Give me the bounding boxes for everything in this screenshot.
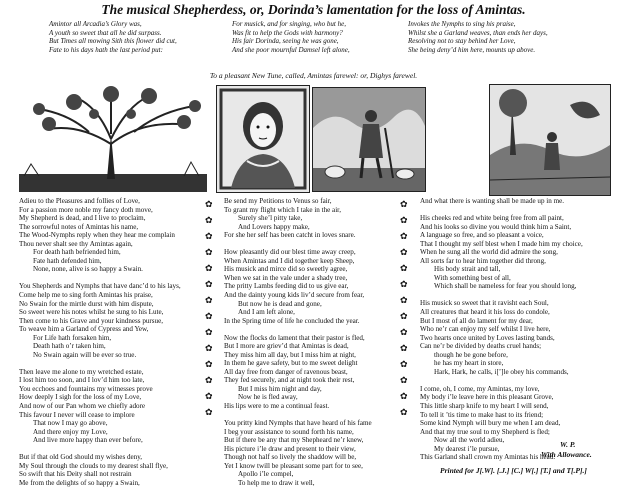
- verse-line: Adieu to the Pleasures and follies of Love,: [19, 197, 140, 205]
- fleuron-icon: ✿: [205, 311, 213, 321]
- intro-verse-1: [49, 20, 177, 54]
- intro-verse-2: [232, 20, 350, 54]
- tune-line: To a pleasant New Tune, called, Amintas farewel: or, Dighys farewel.: [209, 71, 418, 80]
- verse-line: All creatures that heard it his loss do condole,: [420, 308, 550, 317]
- verse-column-3: [420, 197, 583, 462]
- verse-line: His musick and mirce did so sweetly agree,: [224, 265, 348, 274]
- intro-line: Fate to his days hath the last period put:: [49, 45, 163, 54]
- verse-line: You ecchoes and fountains my witnesses prove: [19, 384, 153, 393]
- verse-line: His picture i’le draw and present to their view,: [224, 444, 356, 453]
- fleuron-icon: ✿: [205, 327, 213, 337]
- fleuron-icon: ✿: [205, 247, 213, 257]
- verse-line: This little sharp knife to my heart I will send,: [420, 401, 549, 410]
- verse-line: In them he gave safety, but to me sweet delight: [224, 359, 358, 368]
- verse-line: No Swain for the mirtle durst with him dispute,: [19, 299, 154, 308]
- verse-line: To tell it ’tis time to make hast to its friend;: [420, 410, 544, 419]
- verse-line: When Amintas and I did together keep Sheep,: [224, 256, 355, 265]
- verse-line: With something best of all,: [434, 273, 511, 282]
- fleuron-icon: ✿: [205, 295, 213, 305]
- verse-line: Then come to his Grave and your kindness pursue,: [19, 316, 164, 325]
- verse-line: This favour I never will cease to implore: [19, 410, 135, 419]
- verse-line: Now all the world adieu,: [434, 436, 505, 445]
- verse-line: I lost him too soon, and I lov’d him too late,: [19, 376, 145, 385]
- verse-line: Be send my Petitions to Venus so fair,: [224, 197, 332, 205]
- intro-verse-3: [408, 20, 548, 54]
- verse-line: The Wood-Nymphs reply when they hear me complain: [19, 231, 175, 240]
- verse-line: His body strait and tall,: [434, 265, 501, 274]
- verse-line: That I thought my self blest when I made him my choice,: [420, 239, 583, 248]
- fleuron-icon: ✿: [400, 391, 408, 401]
- intro-line: She being deny’d him here, mounts up above.: [408, 45, 536, 54]
- verse-line: Apollo i’le compel,: [238, 470, 294, 479]
- verse-line: Surely she’l pitty take,: [238, 214, 303, 223]
- verse-line: And there enjoy my Love,: [33, 427, 108, 436]
- fleuron-icon: ✿: [400, 295, 408, 305]
- verse-line: My Soul through the clouds to my dearest shall flye,: [19, 461, 168, 470]
- fleuron-icon: ✿: [400, 327, 408, 337]
- verse-line: This Garland shall crown my Amintas his head.: [420, 453, 556, 462]
- verse-line: A language so free, and so pleasant a voice,: [420, 231, 544, 240]
- verse-line: Death hath o’r taken him,: [33, 342, 106, 351]
- verse-line: And now of our Pan whom we chiefly adore: [19, 402, 146, 411]
- verse-line: Can ne’r be divided by deaths cruel hands;: [420, 342, 542, 351]
- verse-line: Which shall be nameless for fear you should long,: [434, 282, 577, 291]
- intro-line: But Times all mowing Sith this flower did cut,: [49, 37, 177, 46]
- intro-line: Amintor all Arcadia’s Glory was,: [49, 20, 142, 28]
- ballad-title: The musical Shepherdess, or, Dorinda’s lamentation for the loss of Amintas.: [101, 2, 526, 17]
- verse-line: And his looks so divine you would think him a Saint,: [420, 222, 572, 231]
- ornament-column-left: [205, 200, 219, 416]
- verse-line: Come help me to sing forth Amintas his praise,: [19, 290, 153, 299]
- verse-line: His cheeks red and white being free from all paint,: [420, 214, 564, 223]
- verse-line: My body i’le leave here in this pleasant Grove,: [420, 393, 554, 402]
- tree-woodcut: [19, 84, 207, 192]
- intro-line: His fair Dorinda, seeing he was gone,: [232, 37, 339, 46]
- verse-line: And the dainty young kids liv’d secure from fear,: [224, 290, 365, 299]
- verse-line: Two hearts once united by Loves lasting bands,: [420, 333, 555, 342]
- verse-line: I come, oh, I come, my Amintas, my love,: [420, 384, 540, 393]
- fleuron-icon: ✿: [205, 231, 213, 241]
- verse-line: When we sat in the vale under a shady tree,: [224, 273, 348, 282]
- verse-line: All day free from danger of ravenous beast,: [224, 367, 348, 376]
- verse-line: For she her self has been catcht in loves snare.: [224, 231, 356, 240]
- fleuron-icon: ✿: [400, 199, 408, 209]
- verse-line: And Lovers happy make,: [238, 222, 310, 231]
- verse-line: Who ne’r can enjoy my self whilst I live here,: [420, 325, 551, 334]
- verse-line: Hark, Hark, he calls, i[’]le obey his commands,: [434, 367, 569, 376]
- verse-line: In the Spring time of life he concluded the year.: [224, 316, 360, 325]
- verse-line: But I most of all do lament for my dear,: [420, 316, 533, 325]
- fleuron-icon: ✿: [400, 375, 408, 385]
- fleuron-icon: ✿: [400, 279, 408, 289]
- verse-line: Though not half so lively the shaddow will be,: [224, 453, 357, 462]
- verse-line: Some kind Nymph will bury me when I am dead,: [420, 419, 561, 428]
- verse-line: They fed securely, and at night took their rest,: [224, 376, 355, 385]
- verse-line: Thou never shalt see thy Amintas again,: [19, 239, 133, 248]
- imprint: Printed for J[.W]. [.J.] [C.] W[.] [T.] and T[.P].]: [440, 466, 587, 475]
- verse-line: though he be gone before,: [434, 350, 508, 359]
- verse-line: That now I may go above,: [33, 419, 108, 428]
- verse-line: And I am left alone,: [238, 308, 295, 317]
- fleuron-icon: ✿: [400, 231, 408, 241]
- verse-line: Yet I know twill be pleasant some part for to see,: [224, 461, 363, 470]
- shepherd-scene-woodcut: [312, 87, 426, 192]
- verse-line: To grant my flight which I take in the air,: [224, 205, 342, 214]
- fleuron-icon: ✿: [205, 343, 213, 353]
- verse-line: But if there be any that my Shepheard ne’r knew,: [224, 436, 364, 445]
- verse-line: For death hath befriended him,: [33, 248, 121, 257]
- verse-line: But if that old God should my wishes deny,: [19, 453, 143, 462]
- fleuron-icon: ✿: [400, 247, 408, 257]
- fleuron-icon: ✿: [205, 215, 213, 225]
- intro-line: And she poor mournful Damsel left alone,: [232, 45, 350, 54]
- author-signature: W. P.: [560, 440, 576, 449]
- fleuron-icon: ✿: [205, 391, 213, 401]
- verse-line: His lips were to me a continual feast.: [224, 402, 330, 411]
- fleuron-icon: ✿: [400, 407, 408, 417]
- verse-line: And what there is wanting shall be made up in me.: [420, 197, 565, 205]
- fleuron-icon: ✿: [205, 359, 213, 369]
- verse-line: None, none, alive is so happy a Swain.: [33, 265, 143, 274]
- verse-line: My dearest i’le pursue,: [434, 444, 500, 453]
- verse-line: You pritty kind Nymphs that have heard of his fame: [224, 419, 372, 428]
- fleuron-icon: ✿: [205, 263, 213, 273]
- verse-line: The pritty Lambs feeding did to us give ear,: [224, 282, 349, 291]
- fleuron-icon: ✿: [400, 263, 408, 273]
- intro-line: For musick, and for singing, who but he,: [232, 20, 346, 28]
- verse-line: So swift that his Deity shall not restrain: [19, 470, 132, 479]
- ornament-column-right: [400, 200, 414, 416]
- verse-line: You Shepherds and Nymphs that have danc’d to his lays,: [19, 282, 181, 291]
- intro-line: Invokes the Nymphs to sing his praise,: [408, 20, 516, 28]
- license-note: With Allowance.: [541, 450, 592, 459]
- verse-line: The sorrowful notes of Amintas his name,: [19, 222, 139, 231]
- fleuron-icon: ✿: [205, 375, 213, 385]
- verse-line: But I miss him night and day,: [238, 384, 322, 393]
- verse-line: All sorts far to hear him together did throng,: [420, 256, 546, 265]
- verse-column-1: [19, 197, 181, 487]
- fleuron-icon: ✿: [400, 343, 408, 353]
- fleuron-icon: ✿: [205, 407, 213, 417]
- verse-line: Then leave me alone to my wretched estate,: [19, 367, 144, 376]
- verse-line: Now he is fled away,: [238, 393, 298, 402]
- verse-line: But I more are griev’d that Amintas is dead,: [224, 342, 349, 351]
- verse-line: I beg your assistance to sound forth his name,: [224, 427, 354, 436]
- verse-line: For Life hath forsaken him,: [33, 333, 112, 342]
- verse-line: His musick so sweet that it ravisht each Soul,: [420, 299, 549, 308]
- lady-portrait-woodcut: [216, 85, 310, 193]
- verse-line: How pleasantly did our blest time away creep,: [224, 248, 356, 257]
- fleuron-icon: ✿: [400, 215, 408, 225]
- fleuron-icon: ✿: [205, 279, 213, 289]
- verse-line: No Swain again will be ever so true.: [33, 350, 137, 359]
- fleuron-icon: ✿: [400, 359, 408, 369]
- verse-column-2: [224, 197, 372, 487]
- verse-line: They miss him all day, but I miss him at night,: [224, 350, 356, 359]
- verse-line: Now the flocks do lament that their pastor is fled,: [224, 333, 365, 342]
- verse-line: So sweet were his notes whilst he sung to his Lute,: [19, 308, 164, 317]
- intro-line: A youth so sweet that all he did surpass.: [49, 28, 162, 37]
- intro-line: Whilst she a Garland weaves, than ends her days,: [408, 28, 548, 37]
- verse-line: And that my true soul to my Shepherd is fled;: [420, 427, 550, 436]
- verse-line: Me from the delights of so happy a Swain,: [19, 478, 140, 487]
- verse-line: Fate hath defended him,: [33, 256, 102, 265]
- fleuron-icon: ✿: [400, 311, 408, 321]
- verse-line: How deeply I sigh for the loss of my Love,: [19, 393, 142, 402]
- verse-line: For a passion more noble my fancy doth move,: [19, 205, 153, 214]
- verse-line: To help me to draw it well,: [238, 478, 315, 487]
- fleuron-icon: ✿: [205, 199, 213, 209]
- verse-line: My Shepherd is dead, and I live to proclaim,: [19, 214, 146, 223]
- verse-line: But now he is dead and gone,: [238, 299, 322, 308]
- verse-line: he has my heart in store,: [434, 359, 504, 368]
- verse-line: To weave him a Garland of Cypress and Yew,: [19, 325, 149, 334]
- intro-line: Was fit to help the Gods with harmony?: [232, 28, 343, 37]
- verse-line: When he sung all the world did admire the song,: [420, 248, 558, 257]
- landscape-woodcut: [489, 84, 611, 196]
- intro-line: Resolving not to stay behind her Love,: [408, 37, 516, 46]
- verse-line: And live more happy than ever before,: [33, 436, 143, 445]
